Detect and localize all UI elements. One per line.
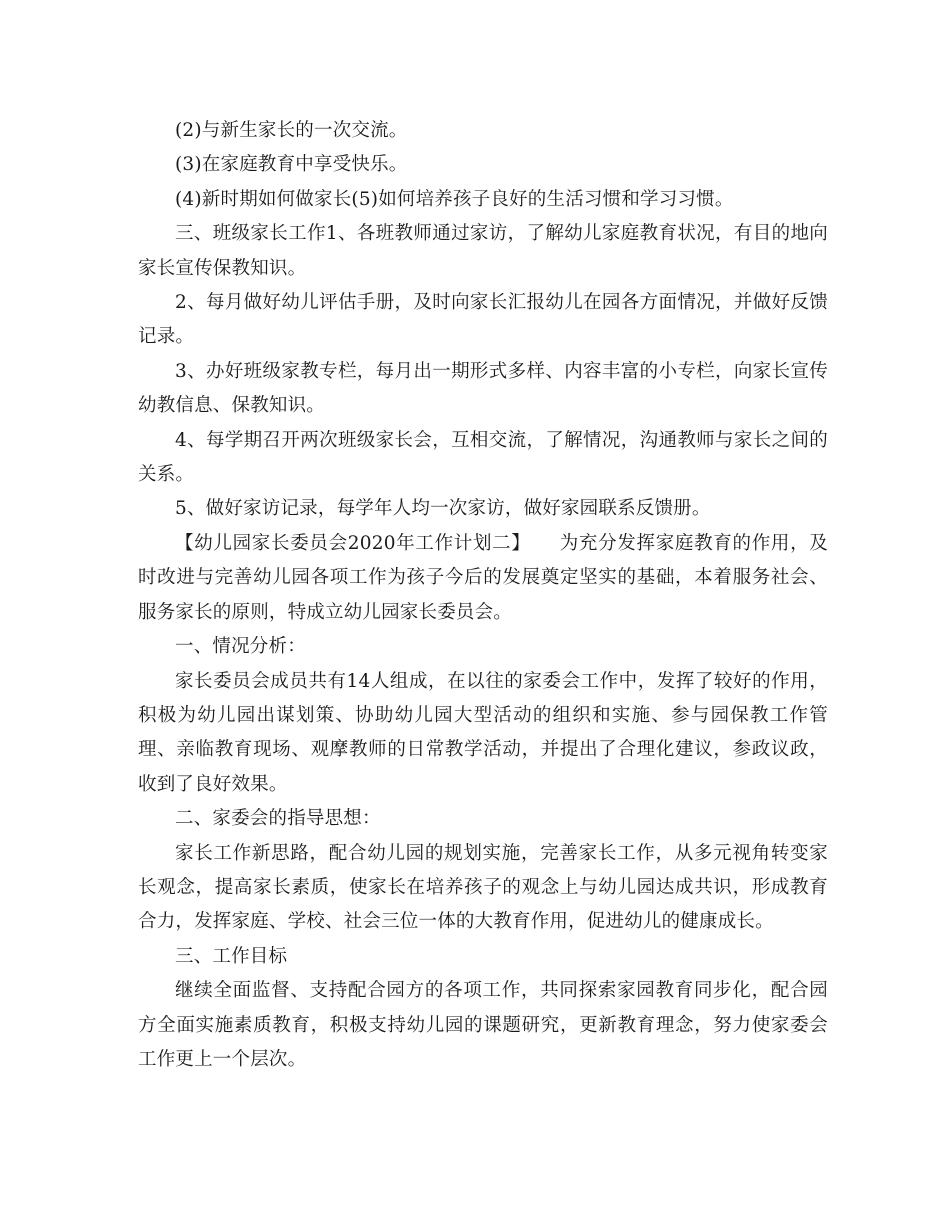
paragraph: 继续全面监督、支持配合园方的各项工作，共同探索家园教育同步化，配合园方全面实施素质教育，积极支持幼儿园的课题研究，更新教育理念，努力使家委会工作更上一个层次。	[138, 980, 828, 1070]
paragraph: 5、做好家访记录，每学年人均一次家访，做好家园联系反馈册。	[175, 498, 711, 520]
paragraph: 4、每学期召开两次班级家长会，互相交流，了解情况，沟通教师与家长之间的关系。	[138, 429, 828, 486]
paragraph: 2、每月做好幼儿评估手册，及时向家长汇报幼儿在园各方面情况，并做好反馈记录。	[138, 292, 828, 348]
section-heading: 二、家委会的指导思想：	[175, 808, 381, 830]
paragraph: 3、办好班级家教专栏，每月出一期形式多样、内容丰富的小专栏，向家长宣传幼教信息、保教知识。	[138, 360, 828, 417]
paragraph: 家长工作新思路，配合幼儿园的规划实施，完善家长工作，从多元视角转变家长观念，提高家长素质，使家长在培养孩子的观念上与幼儿园达成共识，形成教育合力，发挥家庭、学校、社会三位一体的大教育作用，促进幼儿的健康成长。	[138, 842, 828, 933]
paragraph: (3)在家庭教育中享受快乐。	[175, 154, 408, 176]
paragraph: 家长委员会成员共有14人组成，在以往的家委会工作中，发挥了较好的作用，积极为幼儿园出谋划策、协助幼儿园大型活动的组织和实施、参与园保教工作管理、亲临教育现场、观摩教师的日常教学活动，并提出了合理化建议，参政议政，收到了良好效果。	[138, 670, 828, 795]
paragraph: 【幼儿园家长委员会2020年工作计划二】 为充分发挥家庭教育的作用，及时改进与完善幼儿园各项工作为孩子今后的发展奠定坚实的基础，本着服务社会、服务家长的原则，特成立幼儿园家长委员会。	[138, 532, 828, 623]
document-body	[138, 114, 828, 1077]
section-heading: 三、工作目标	[175, 945, 288, 967]
paragraph: 三、班级家长工作1、各班教师通过家访，了解幼儿家庭教育状况，有目的地向家长宣传保教知识。	[138, 223, 828, 279]
paragraph: (2)与新生家长的一次交流。	[175, 120, 408, 141]
paragraph: (4)新时期如何做家长(5)如何培养孩子良好的生活习惯和学习习惯。	[175, 188, 734, 210]
section-heading: 一、情况分析：	[175, 636, 306, 658]
